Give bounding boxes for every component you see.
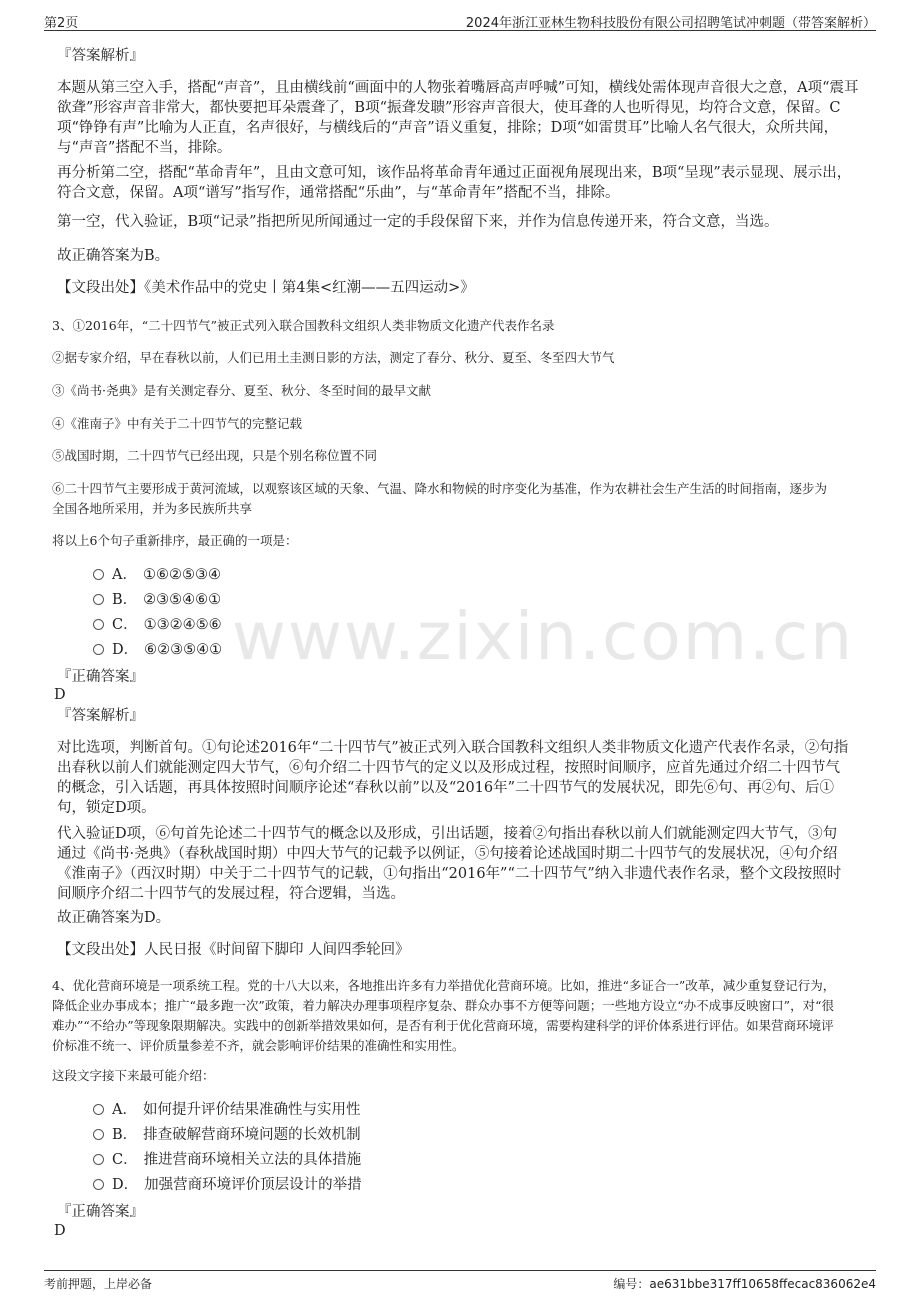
- analysis-label: 『答案解析』: [57, 708, 144, 724]
- analysis-paragraph-1: 本题从第三空入手，搭配“声音”，且由横线前“画面中的人物张着嘴唇高声呼喊”可知，横线处需体现声音很大之意，A项“震耳 欲聋”形容声音非常大，都快要把耳朵震聋了，B项“振聋发聩”形容声音很大，使耳聋的人也听得见，均符合文意，保留。C 项“铮铮有声”比喻为人正直，名声很好，与横线后的“声音”语义重复，排除；D项“如雷贯耳”比喻人名气很大，众所共闻， 与“声音”搭配不当，排除。: [57, 80, 859, 156]
- radio-icon[interactable]: [93, 1129, 104, 1140]
- radio-icon[interactable]: [93, 569, 104, 580]
- source-citation: 【文段出处】人民日报《时间留下脚印 人间四季轮回》: [57, 942, 410, 958]
- radio-icon[interactable]: [93, 619, 104, 630]
- option-d[interactable]: D． ⑥②③⑤④①: [93, 639, 222, 661]
- footer-slogan: 考前押题，上岸必备: [44, 1277, 153, 1291]
- radio-icon[interactable]: [93, 1179, 104, 1190]
- analysis-paragraph-2: 再分析第二空，搭配“革命青年”，且由文意可知，该作品将革命青年通过正面视角展现出来，B项“呈现”表示显现、展示出， 符合文意，保留。A项“谱写”指写作，通常搭配“乐曲”，与“革命青年”搭配不当，排除。: [57, 165, 852, 201]
- page-number: 第2页: [44, 16, 79, 31]
- option-a[interactable]: A． 如何提升评价结果准确性与实用性: [93, 1099, 360, 1121]
- answer-statement: 故正确答案为D。: [57, 910, 171, 926]
- sentence-1: 3、①2016年，“二十四节气”被正式列入联合国教科文组织人类非物质文化遗产代表作名录: [52, 318, 555, 333]
- sentence-3: ③《尚书·尧典》是有关测定春分、夏至、秋分、冬至时间的最早文献: [52, 383, 431, 398]
- answer-statement: 故正确答案为B。: [57, 248, 170, 264]
- correct-answer-label: 『正确答案』: [57, 1204, 144, 1220]
- question-stem: 4、优化营商环境是一项系统工程。党的十八大以来，各地推出许多有力举措优化营商环境。比如，推进“多证合一”改革，减少重复登记行为， 降低企业办事成本；推广“最多跑一次”政策，着力解决办理事项程序复杂、群众办事不方便等问题；一些地方设立“办不成事反映窗口”，对“很 难办”“不给办”等现象限期解决。实践中的创新举措效果如何，是否有利于优化营商环境，需要构建科学的评价体系进行评估。如果营商环境评 价标准不统一、评价质量参差不齐，就会影响评价结果的准确性和实用性。: [52, 978, 836, 1053]
- page-header: [44, 10, 876, 31]
- radio-icon[interactable]: [93, 594, 104, 605]
- analysis-paragraph-2: 代入验证D项，⑥句首先论述二十四节气的概念以及形成，引出话题，接着②句指出春秋以前人们就能测定四大节气，③句 通过《尚书·尧典》（春秋战国时期）中四大节气的记载予以例证，⑤句接着论述战国时期二十四节气的发展状况，④句介绍 《淮南子》（西汉时期）中关于二十四节气的记载，①句指出“2016年”“二十四节气”纳入非遗代表作名录，整个文段按照时 间顺序介绍二十四节气的发展过程，符合逻辑，当选。: [57, 826, 842, 902]
- page-footer: [44, 1270, 876, 1295]
- watermark: www.zixin.com.cn: [232, 598, 855, 675]
- option-c[interactable]: C． 推进营商环境相关立法的具体措施: [93, 1149, 361, 1171]
- sentence-6: ⑥二十四节气主要形成于黄河流域，以观察该区域的天象、气温、降水和物候的时序变化为基准，作为农耕社会生产生活的时间指南，逐步为 全国各地所采用，并为多民族所共享: [52, 481, 828, 516]
- source-citation: 【文段出处】《美术作品中的党史丨第4集<红潮——五四运动>》: [57, 280, 475, 296]
- option-a[interactable]: A． ①⑥②⑤③④: [93, 564, 221, 586]
- sentence-2: ②据专家介绍，早在春秋以前，人们已用土圭测日影的方法，测定了春分、秋分、夏至、冬至四大节气: [52, 350, 615, 365]
- option-b[interactable]: B． 排查破解营商环境问题的长效机制: [93, 1124, 361, 1146]
- document-id: 编号：ae631bbe317ff10658ffecac836062e4: [613, 1277, 876, 1291]
- analysis-label: 『答案解析』: [57, 48, 144, 64]
- option-b[interactable]: B． ②③⑤④⑥①: [93, 589, 221, 611]
- analysis-paragraph-1: 对比选项，判断首句。①句论述2016年“二十四节气”被正式列入联合国教科文组织人类非物质文化遗产代表作名录，②句指 出春秋以前人们就能测定四大节气，⑥句介绍二十四节气的定义以及形成过程，按照时间顺序，应首先通过介绍二十四节气 的概念，引入话题，再具体按照时间顺序论述“春秋以前”以及“2016年”二十四节气的发展状况，即先⑥句、再②句、后① 句，锁定D项。: [57, 740, 849, 816]
- analysis-paragraph-3: 第一空，代入验证，B项“记录”指把所见所闻通过一定的手段保留下来，并作为信息传递开来，符合文意，当选。: [57, 214, 779, 230]
- radio-icon[interactable]: [93, 1104, 104, 1115]
- sentence-4: ④《淮南子》中有关于二十四节气的完整记载: [52, 416, 303, 431]
- radio-icon[interactable]: [93, 1154, 104, 1165]
- correct-answer-label: 『正确答案』: [57, 669, 144, 685]
- correct-answer: D: [54, 687, 66, 703]
- document-title: 2024年浙江亚林生物科技股份有限公司招聘笔试冲刺题（带答案解析）: [465, 16, 876, 31]
- option-d[interactable]: D． 加强营商环境评价顶层设计的举措: [93, 1174, 362, 1196]
- sentence-5: ⑤战国时期，二十四节气已经出现，只是个别名称位置不同: [52, 448, 378, 463]
- correct-answer: D: [54, 1223, 66, 1239]
- radio-icon[interactable]: [93, 644, 104, 655]
- option-c[interactable]: C． ①③②④⑤⑥: [93, 614, 222, 636]
- question-prompt: 这段文字接下来最可能介绍：: [52, 1068, 215, 1083]
- question-prompt: 将以上6个句子重新排序，最正确的一项是：: [52, 533, 298, 548]
